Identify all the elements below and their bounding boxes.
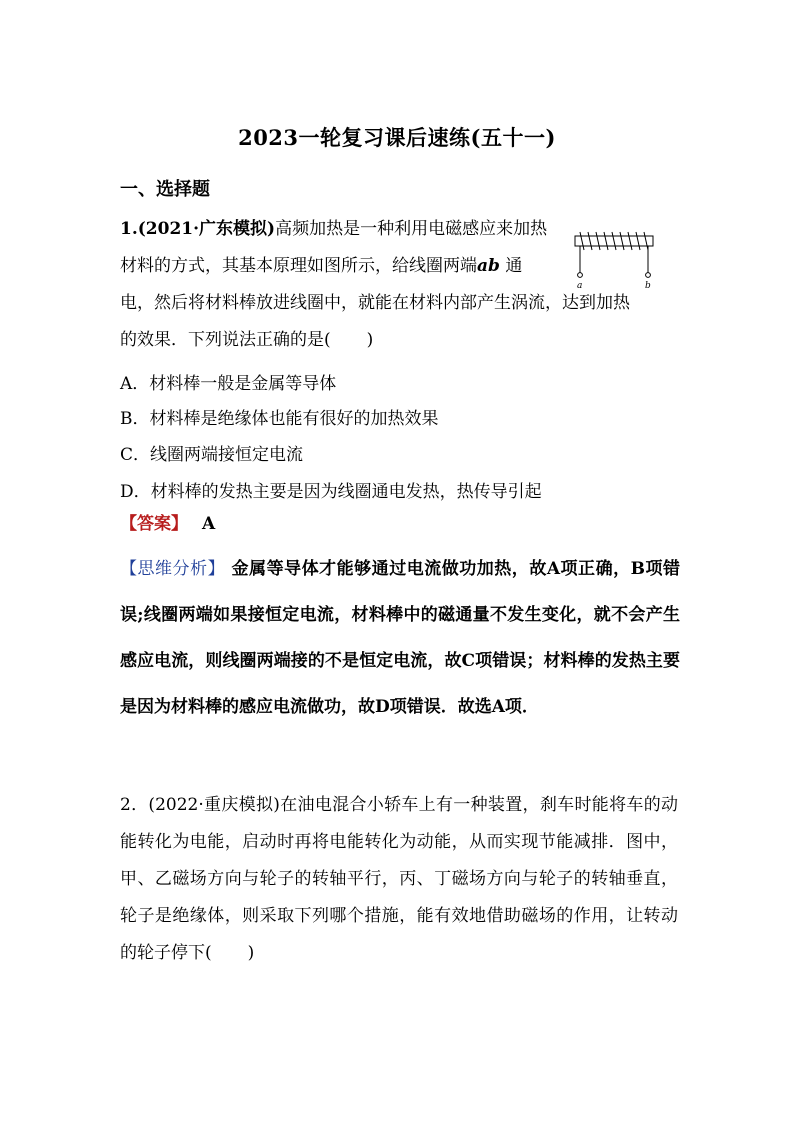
question-1-label: 1.(2021·广东模拟) bbox=[120, 219, 276, 239]
question-1-ab: ab bbox=[477, 256, 500, 276]
option-d: D．材料棒的发热主要是因为线圈通电发热，热传导引起 bbox=[120, 482, 542, 502]
question-1-text-4: 电，然后将材料棒放进线圈中，就能在材料内部产生涡流，达到加热 bbox=[120, 293, 630, 313]
answer-value: A bbox=[202, 514, 216, 534]
option-c: C．线圈两端接恒定电流 bbox=[120, 445, 304, 465]
question-1-text-2: 材料的方式，其基本原理如图所示，给线圈两端 bbox=[120, 256, 477, 276]
question-2-end: ) bbox=[247, 943, 255, 963]
option-b: B．材料棒是绝缘体也能有很好的加热效果 bbox=[120, 409, 439, 429]
section-heading: 一、选择题 bbox=[120, 179, 210, 200]
page-title: 2023一轮复习课后速练(五十一) bbox=[238, 125, 556, 150]
answer-tag: 【答案】 bbox=[120, 514, 188, 534]
analysis-tag: 【思维分析】 bbox=[120, 559, 226, 579]
option-a: A．材料棒一般是金属等导体 bbox=[120, 374, 337, 394]
question-1-text-1: 高频加热是一种利用电磁感应来加热 bbox=[275, 219, 548, 239]
analysis-block bbox=[120, 546, 680, 730]
question-1-text-6: ) bbox=[366, 330, 374, 350]
question-2-text: 在油电混合小轿车上有一种装置，刹车时能将车的动能转化为电能，启动时再将电能转化为动能，从而实现节能减排．图中，甲、乙磁场方向与轮子的转轴平行，丙、丁磁场方向与轮子的转轴垂直，轮子是绝缘体，则采取下列哪个措施，能有效地借助磁场的作用，让转动的轮子停下( bbox=[120, 795, 678, 963]
question-1 bbox=[120, 211, 680, 359]
analysis-text: 金属等导体才能够通过电流做功加热，故A项正确，B项错误;线圈两端如果接恒定电流，材料棒中的磁通量不发生变化，就不会产生感应电流，则线圈两端接的不是恒定电流，故C项错误；材料棒的发热主要是因为材料棒的感应电流做功，故D项错误．故选A项． bbox=[120, 559, 681, 717]
question-2-label: 2．(2022·重庆模拟) bbox=[120, 795, 280, 815]
question-2 bbox=[120, 787, 678, 972]
terminal-b-label: b bbox=[645, 281, 651, 290]
question-1-text-3: 通 bbox=[505, 256, 523, 276]
question-1-text-5: 的效果．下列说法正确的是( bbox=[120, 330, 331, 350]
answer-line bbox=[120, 509, 215, 534]
terminal-a-label: a bbox=[577, 281, 583, 290]
